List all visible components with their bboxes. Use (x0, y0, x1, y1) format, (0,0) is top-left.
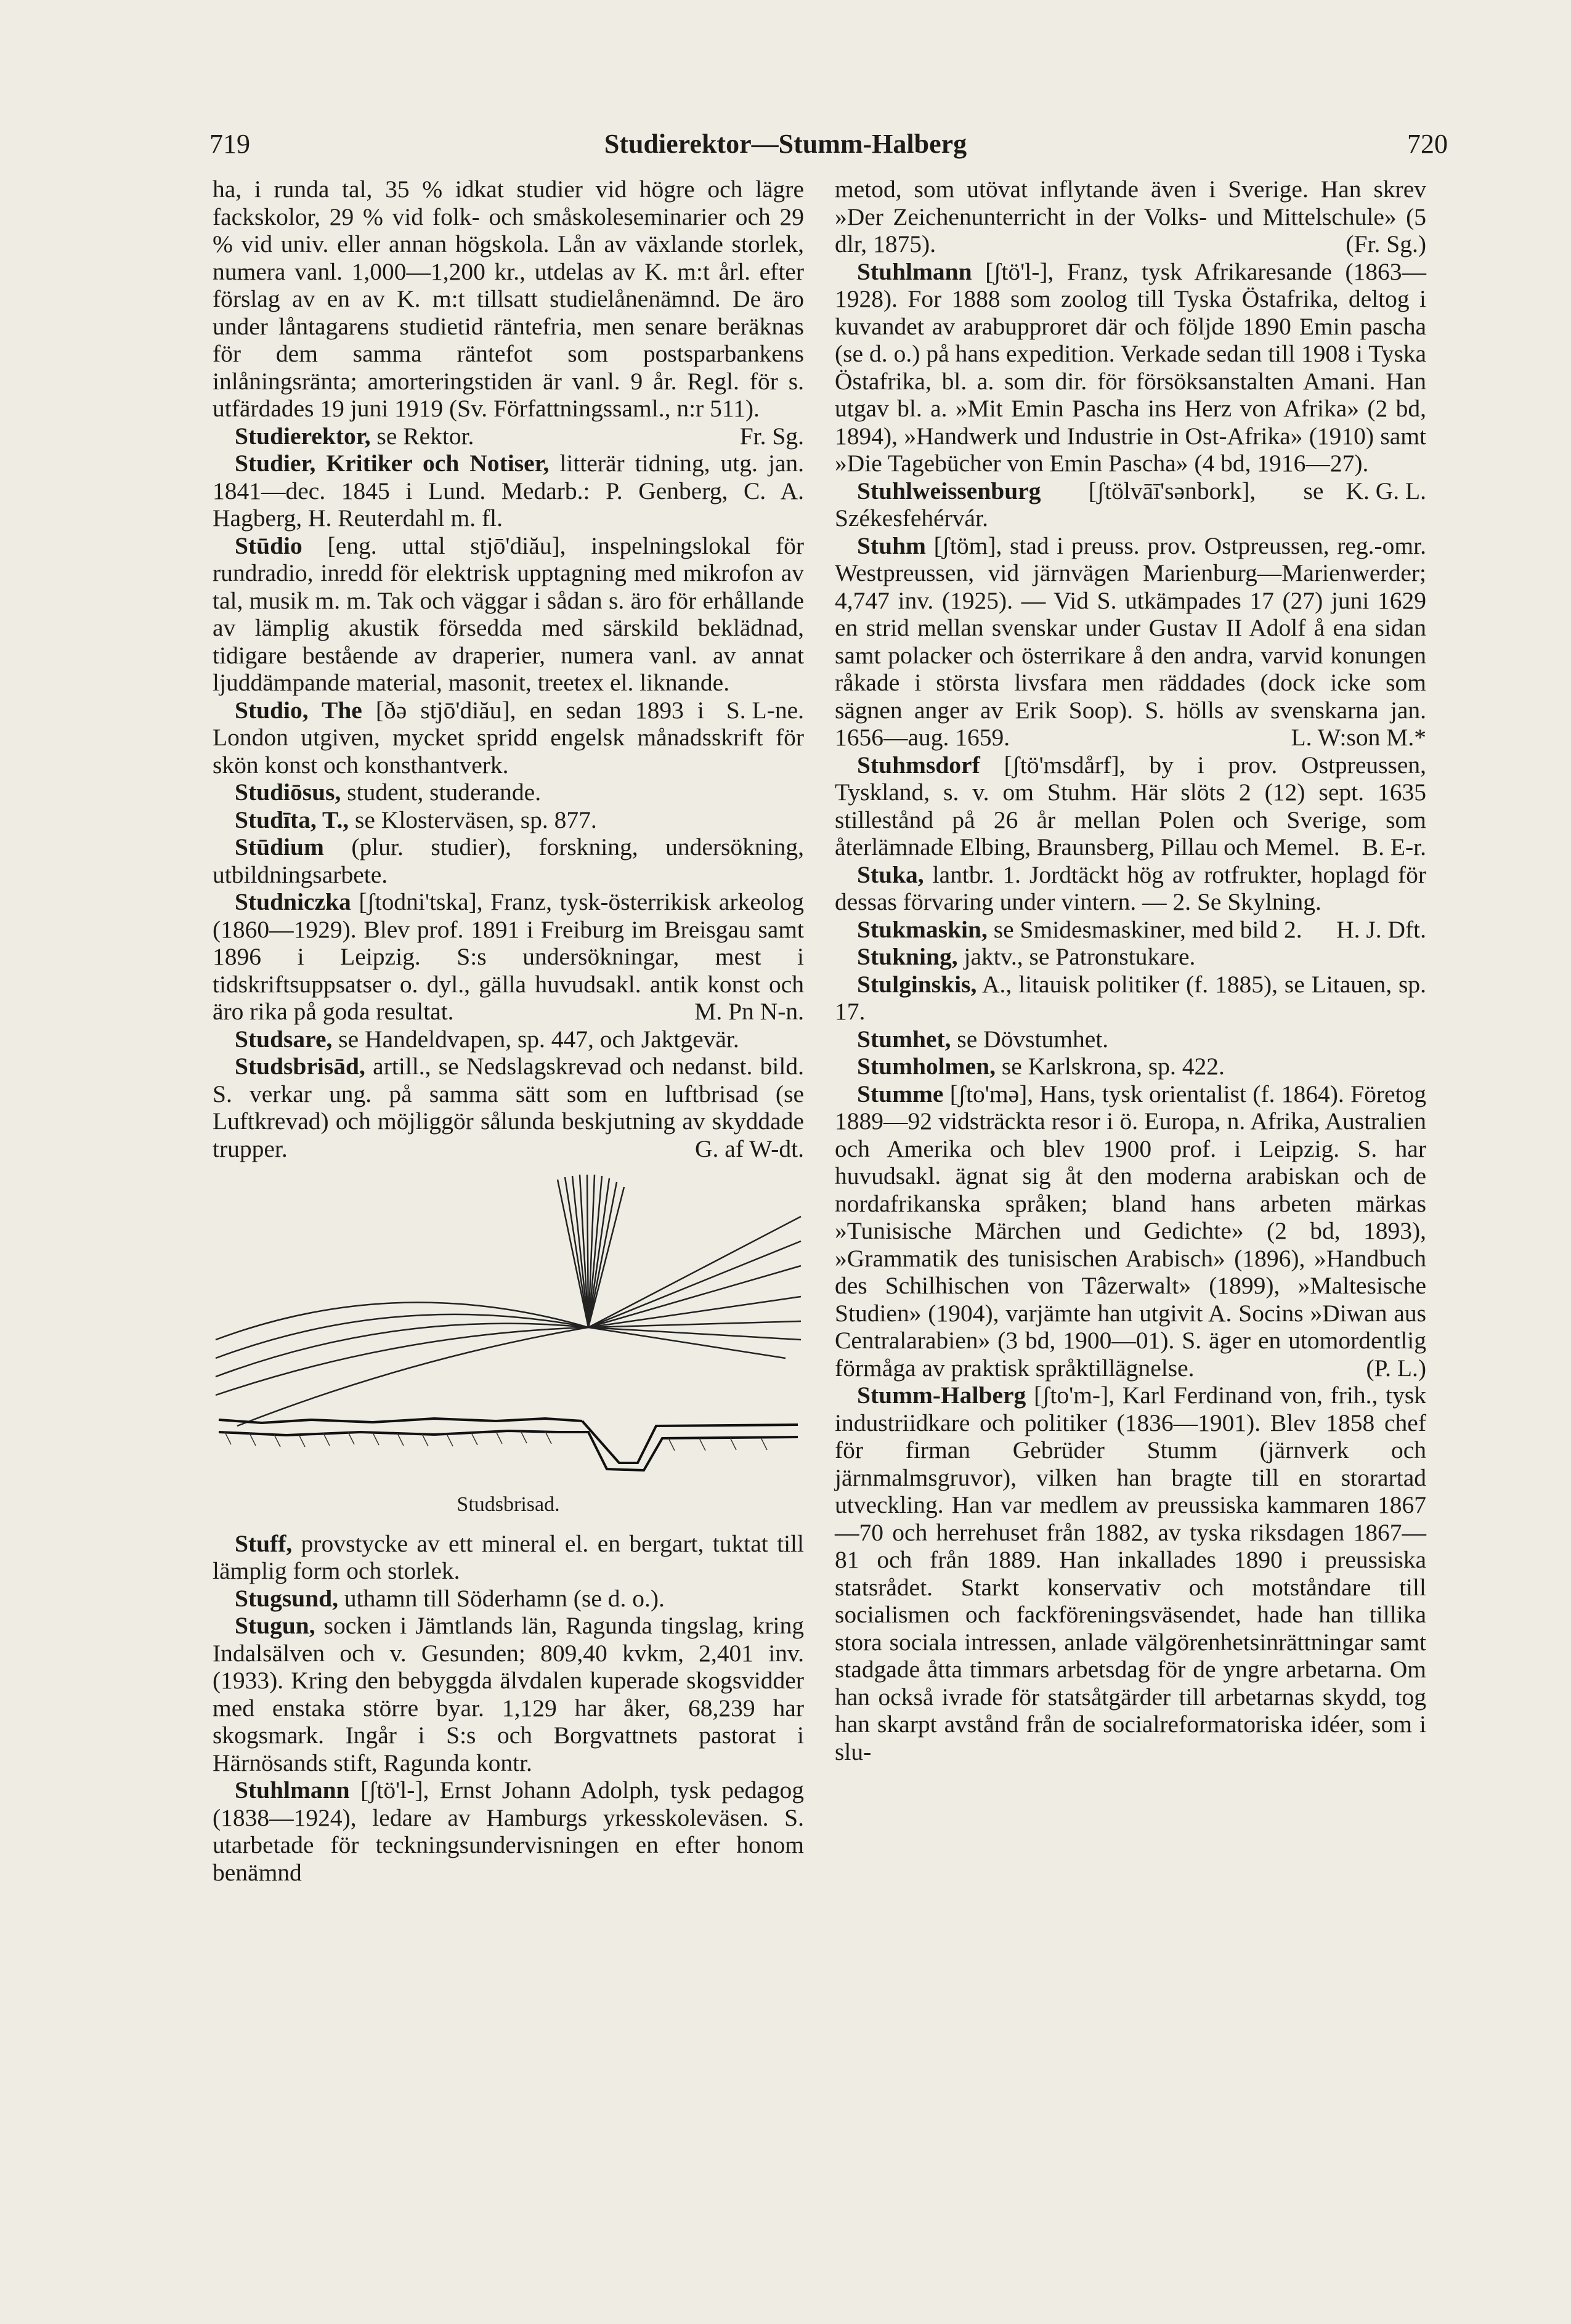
article-entry (835, 971, 1426, 1026)
entry-headword: Studīta, T., (235, 806, 349, 833)
entry-text: [ʃtöm], stad i preuss. prov. Ostpreussen, reg.-omr. Westpreussen, vid järnvägen Marienburg—Marienwerder; 4,747 inv. (1925). — Vid S. utkämpades 17 (27) juni 1629 en strid mellan svenskar under Gustav II Adolf å ena sidan samt polacker och österrikare å den andra, varvid konungen råkade i största livsfara men räddades (dock icke som sägnen anger av Erik Soop). S. hölls av svenskarna jan. 1656—aug. 1659. (835, 532, 1426, 751)
article-entry (835, 176, 1426, 258)
entry-text: se Karlskrona, sp. 422. (1001, 1053, 1225, 1080)
author-signature: K. G. L. (1346, 477, 1426, 504)
entry-headword: Stugsund, (235, 1584, 338, 1612)
author-signature: S. L-ne. (726, 696, 804, 724)
article-entry (835, 1080, 1426, 1382)
entry-text: [eng. uttal stjō'diău], inspelningslokal för rundradio, inredd för elektrisk upptagning med mikrofon av tal, musik m. m. Tak och väggar i sådan s. äro för erhållande av lämplig akustik försedda med särskild beklädnad, tidigare bestående av draperier, numera vanl. av annat ljuddämpande material, masonit, treetex el. liknande. (213, 532, 804, 696)
entry-text: jaktv., se Patronstukare. (964, 943, 1196, 970)
entry-headword: Stuhlweissenburg (857, 477, 1041, 504)
entry-text: metod, som utövat inflytande även i Sverige. Han skrev »Der Zeichenunterricht in der Volks- und Mittelschule» (5 dlr, 1875). (835, 176, 1426, 257)
entry-headword: Studio, The (235, 696, 362, 724)
article-entry (213, 1776, 804, 1886)
left-column (213, 176, 804, 1886)
article-entry (213, 1026, 804, 1053)
figure-caption: Studsbrisad. (457, 1493, 560, 1516)
entry-text: [ʃtö'l-], Ernst Johann Adolph, tysk pedagog (1838—1924), ledare av Hamburgs yrkesskoleväsen. S. utarbetade för teckningsundervisningen en efter honom benämnd (213, 1776, 805, 1886)
entry-headword: Stuka, (857, 860, 924, 888)
article-entry (835, 751, 1426, 861)
studsbrisad-diagram (213, 1173, 804, 1488)
entry-text: se Klosterväsen, sp. 877. (355, 806, 597, 833)
author-signature: Fr. Sg. (739, 422, 804, 450)
author-signature: (Fr. Sg.) (1346, 230, 1426, 257)
entry-headword: Stūdio (235, 532, 302, 559)
article-entry (835, 1382, 1426, 1765)
entry-headword: Stuhlmann (857, 257, 972, 285)
entry-headword: Stulginskis, (857, 970, 977, 998)
article-entry (213, 423, 804, 450)
article-entry (213, 806, 804, 834)
article-entry (213, 1053, 804, 1162)
entry-text: [ʃto'm-], Karl Ferdinand von, frih., tysk industriidkare och politiker (1836—1901). Blev 1858 chef för firman Gebrüder Stumm (järnverk och järnmalmsgruvor), vilken han bragte till en storartad utveckling. Han var medlem av preussiska kammaren 1867—70 och herrehuset från 1882, av tyska riksdagen 1867—81 och från 1889. Han inkallades 1890 i preussiska statsrådet. Starkt konservativ och motståndare till socialismen och fackföreningsväsendet, hade han tillika stora sociala intressen, anlade välgörenhetsinrättningar samt stadgade åtta timmars arbetsdag för de yngre arbetarna. Om han också ivrade för statsåtgärder till arbetarnas skydd, tog han skarpt avstånd från de socialreformatoriska idéer, som i slu- (835, 1382, 1427, 1765)
author-signature: M. Pn N-n. (694, 998, 804, 1025)
entry-headword: Stuhm (857, 532, 926, 559)
author-signature: B. E-r. (1362, 833, 1426, 860)
page-number-left: 719 (209, 129, 250, 159)
article-entry (835, 1053, 1426, 1080)
entry-headword: Stumm-Halberg (857, 1382, 1026, 1409)
entry-headword: Stukmaskin, (857, 915, 988, 943)
entry-text: artill., se Nedslagskrevad och nedanst. bild. S. verkar ung. på samma sätt som en luftbrisad (se Luftkrevad) och möjliggör sålunda beskjutning av skyddade trupper. (213, 1053, 805, 1162)
entry-text: provstycke av ett mineral el. en bergart, tuktat till lämplig form och storlek. (213, 1529, 804, 1584)
article-entry (213, 779, 804, 806)
entry-text: [ðə stjō'diău], en sedan 1893 i London utgiven, mycket spridd engelsk månadsskrift för skön konst och konsthantverk. (213, 696, 804, 779)
entry-headword: Stumholmen, (857, 1053, 996, 1080)
entry-headword: Studsbrisād, (235, 1053, 365, 1080)
article-entry (213, 833, 804, 888)
entry-text: lantbr. 1. Jordtäckt hög av rotfrukter, hoplagd för dessas förvaring under vintern. — 2. Se Skylning. (835, 860, 1427, 915)
studsbrisad-figure (213, 1173, 804, 1488)
entry-text: litterär tidning, utg. jan. 1841—dec. 1845 i Lund. Medarb.: P. Genberg, C. A. Hagberg, H. Reuterdahl m. fl. (213, 450, 804, 532)
article-entry (213, 1612, 804, 1776)
entry-headword: Stuhmsdorf (857, 751, 980, 779)
author-signature: H. J. Dft. (1336, 915, 1426, 943)
entry-text: se Dövstumhet. (957, 1025, 1109, 1053)
article-entry (835, 1026, 1426, 1053)
entry-text: se Rektor. (376, 422, 474, 450)
entry-headword: Stugun, (235, 1612, 315, 1639)
entry-headword: Stumme (857, 1080, 944, 1107)
entry-headword: Stuhlmann (235, 1776, 350, 1804)
author-signature: G. af W-dt. (695, 1135, 804, 1162)
entry-headword: Studier, Kritiker och Notiser, (235, 450, 550, 477)
article-entry (835, 943, 1426, 971)
entry-text: ha, i runda tal, 35 % idkat studier vid högre och lägre fackskolor, 29 % vid folk- och småskoleseminarier och 29 % vid univ. eller annan högskola. Lån av växlande storlek, numera vanl. 1,000—1,200 kr., utdelas av K. m:t årl. efter förslag av en av K. m:t tillsatt studielånenämnd. De äro under låntagarens studietid räntefria, men senare beräknas för dem samma räntefot som postsparbankens inlåningsränta; amorteringstiden är vanl. 9 år. Regl. för s. utfärdades 19 juni 1919 (Sv. Författningssaml., n:r 511). (213, 176, 804, 422)
entry-headword: Studiōsus, (235, 779, 341, 806)
entry-text: student, studerande. (347, 779, 542, 806)
entry-headword: Stuff, (235, 1529, 293, 1557)
entry-text: uthamn till Söderhamn (se d. o.). (344, 1584, 665, 1612)
right-column (835, 176, 1426, 1765)
entry-text: [ʃtölvāī'sənbork], se Székesfehérvár. (835, 477, 1324, 532)
running-head: Studierektor—Stumm-Halberg (604, 129, 967, 159)
entry-headword: Studierektor, (235, 422, 371, 450)
article-entry (213, 888, 804, 1026)
entry-text: [ʃtö'msdårf], by i prov. Ostpreussen, Tyskland, s. v. om Stuhm. Här slöts 2 (12) sept. 1635 stillestånd på 26 år mellan Polen och Sverige, som återlämnade Elbing, Braunsberg, Pillau och Memel. (835, 751, 1427, 860)
entry-headword: Studniczka (235, 888, 351, 915)
entry-text: [ʃtodni'tska], Franz, tysk-österrikisk arkeolog (1860—1929). Blev prof. 1891 i Freiburg im Breisgau samt 1896 i Leipzig. S:s undersökningar, mest i tidskriftsuppsatser o. dyl., gälla huvudsakl. antik konst och äro rika på goda resultat. (213, 888, 805, 1025)
entry-headword: Stūdium (235, 833, 324, 860)
author-signature: L. W:son M.* (1291, 724, 1426, 751)
entry-text: socken i Jämtlands län, Ragunda tingslag, kring Indalsälven och v. Gesunden; 809,40 kvkm, 2,401 inv. (1933). Kring den bebyggda älvdalen kuperade skogsvidder med enstaka större byar. 1,129 har åker, 68,239 har skogsmark. Ingår i S:s och Borgvattnets pastorat i Härnösands stift, Ragunda kontr. (213, 1612, 805, 1776)
entry-text: (plur. studier), forskning, undersökning, utbildningsarbete. (213, 833, 805, 888)
entry-text: se Smidesmaskiner, med bild 2. (993, 915, 1302, 943)
article-entry (213, 450, 804, 532)
page-number-right: 720 (1407, 129, 1448, 159)
entry-text: A., litauisk politiker (f. 1885), se Litauen, sp. 17. (835, 970, 1426, 1025)
article-entry (213, 1530, 804, 1585)
entry-text: [ʃtö'l-], Franz, tysk Afrikaresande (1863—1928). For 1888 som zoolog till Tyska Östafrika, deltog i kuvandet av arabupproret där och följde 1890 Emin pascha (se d. o.) på hans expedition. Verkade sedan till 1908 i Tyska Östafrika, bl. a. som dir. för försöksanstalten Amani. Han utgav bl. a. »Mit Emin Pascha ins Herz von Afrika» (2 bd, 1894), »Handwerk und Industrie in Ost-Afrika» (1910) samt »Die Tagebücher von Emin Pascha» (4 bd, 1916—27). (835, 257, 1427, 477)
entry-headword: Studsare, (235, 1025, 333, 1053)
entry-text: [ʃto'mə], Hans, tysk orientalist (f. 1864). Företog 1889—92 vidsträckta resor i ö. Europa, n. Afrika, Australien och Amerika och blev 1900 prof. i Leipzig. S. har huvudsakl. ägnat sig åt den moderna arabiskan och de nordafrikanska språken; bland hans arbeten märkas »Tunisische Märchen und Gedichte» (2 bd, 1893), »Grammatik des tunisischen Arabisch» (1896), »Handbuch des Schilhischen von Tâzerwalt» (1899), »Maltesische Studien» (1904), varjämte han utgivit A. Socins »Diwan aus Centralarabien» (3 bd, 1900—01). S. äger en utomordentlig förmåga av praktisk språktillägnelse. (835, 1080, 1426, 1382)
entry-text: se Handeldvapen, sp. 447, och Jaktgevär. (338, 1025, 739, 1053)
article-entry (835, 532, 1426, 751)
article-entry (213, 1585, 804, 1613)
author-signature: (P. L.) (1366, 1354, 1426, 1382)
entry-headword: Stumhet, (857, 1025, 951, 1053)
entry-headword: Stukning, (857, 943, 958, 970)
